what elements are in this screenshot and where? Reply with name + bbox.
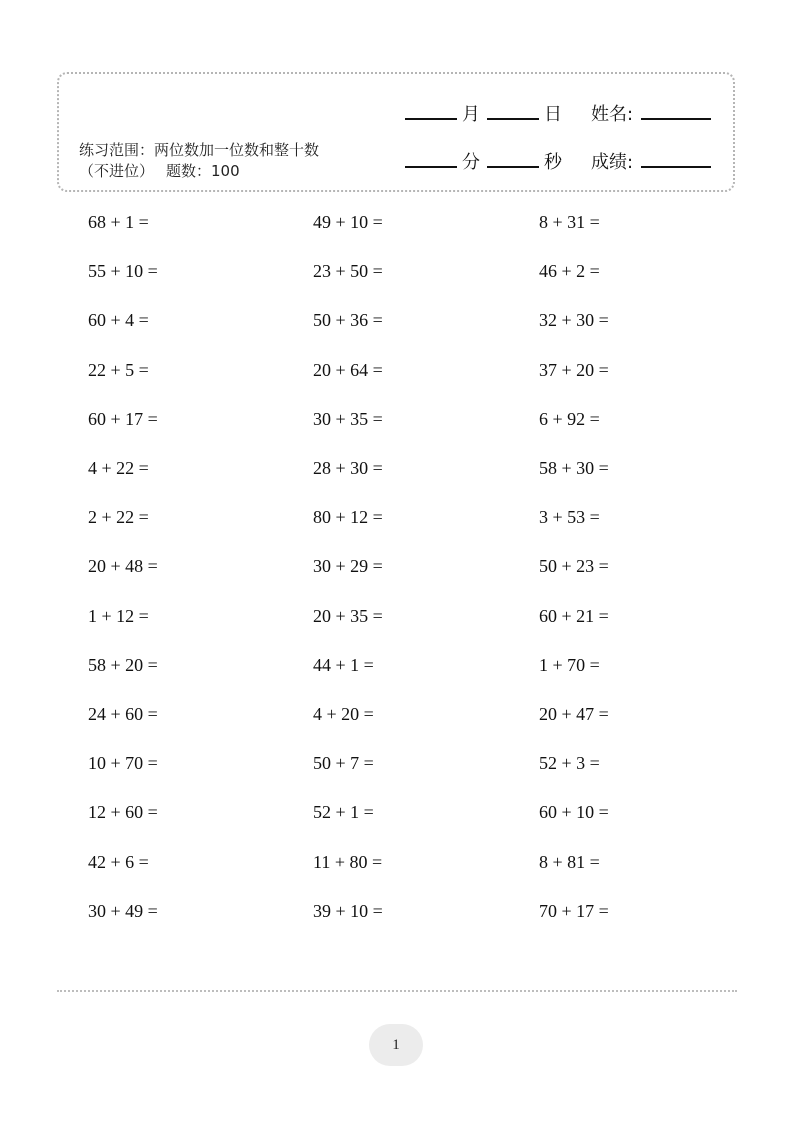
problem-item: 32 + 30 = [539,310,609,331]
problem-item: 20 + 48 = [88,556,158,577]
worksheet-header [57,72,735,192]
problem-item: 60 + 4 = [88,310,149,331]
problem-item: 28 + 30 = [313,458,383,478]
problem-item: 37 + 20 = [539,359,609,380]
problem-item: 8 + 81 = [539,851,600,872]
day-label: 日 [544,104,562,125]
problem-row [88,601,708,631]
problem-item: 30 + 29 = [313,556,383,577]
problem-row [88,355,708,385]
practice-range [79,140,324,182]
problem-item: 52 + 1 = [313,802,374,823]
question-count: 题数：100 [166,162,240,180]
problem-item: 2 + 22 = [88,507,149,528]
problem-item: 70 + 17 = [539,900,609,921]
problem-item: 22 + 5 = [88,359,149,380]
problem-item: 58 + 20 = [88,654,158,675]
problem-item: 4 + 22 = [88,458,149,478]
range-text: 练习范围：两位数加一位数和整十数（不进位） [79,141,320,180]
problem-item: 3 + 53 = [539,507,600,528]
problem-row [88,650,708,680]
problem-item: 42 + 6 = [88,851,149,872]
problem-row [88,502,708,532]
second-label: 秒 [544,152,562,173]
page-number: 1 [369,1024,423,1066]
problem-item: 20 + 35 = [313,605,383,626]
problem-item: 55 + 10 = [88,261,158,282]
day-blank[interactable] [487,118,539,120]
problem-row [88,453,708,483]
problem-item: 80 + 12 = [313,507,383,528]
minute-label: 分 [462,152,480,173]
problem-item: 4 + 20 = [313,704,374,724]
problem-item: 8 + 31 = [539,212,600,232]
problem-item: 44 + 1 = [313,654,374,675]
problem-item: 11 + 80 = [313,851,383,872]
problem-item: 50 + 7 = [313,753,374,774]
problem-item: 12 + 60 = [88,802,158,823]
problem-item: 20 + 64 = [313,359,383,380]
problem-item: 6 + 92 = [539,408,600,429]
problem-item: 20 + 47 = [539,704,609,724]
name-blank[interactable] [641,118,711,120]
problem-item: 23 + 50 = [313,261,383,282]
problem-item: 24 + 60 = [88,704,158,724]
problem-item: 68 + 1 = [88,212,149,232]
problem-item: 1 + 12 = [88,605,149,626]
problem-item: 50 + 36 = [313,310,383,331]
month-label: 月 [462,104,480,125]
problem-item: 60 + 21 = [539,605,609,626]
problem-item: 50 + 23 = [539,556,609,577]
problem-item: 10 + 70 = [88,753,158,774]
problem-item: 1 + 70 = [539,654,600,675]
month-blank[interactable] [405,118,457,120]
minute-blank[interactable] [405,166,457,168]
problem-item: 60 + 17 = [88,408,158,429]
problem-item: 52 + 3 = [539,753,600,774]
problem-row [88,748,708,778]
name-label: 姓名: [591,104,634,125]
score-blank[interactable] [641,166,711,168]
problem-item: 46 + 2 = [539,261,600,282]
problem-row [88,551,708,581]
problem-item: 30 + 35 = [313,408,383,429]
problem-row [88,404,708,434]
second-blank[interactable] [487,166,539,168]
score-label: 成绩: [591,152,634,173]
problem-item: 58 + 30 = [539,458,609,478]
problem-row [88,847,708,877]
problem-row [88,699,708,729]
problem-row [88,207,708,237]
problem-row [88,305,708,335]
problem-item: 49 + 10 = [313,212,383,232]
problem-row [88,256,708,286]
problem-row [88,896,708,926]
problem-item: 60 + 10 = [539,802,609,823]
problem-item: 30 + 49 = [88,900,158,921]
problem-row [88,797,708,827]
bottom-divider [57,990,737,992]
problem-item: 39 + 10 = [313,900,383,921]
